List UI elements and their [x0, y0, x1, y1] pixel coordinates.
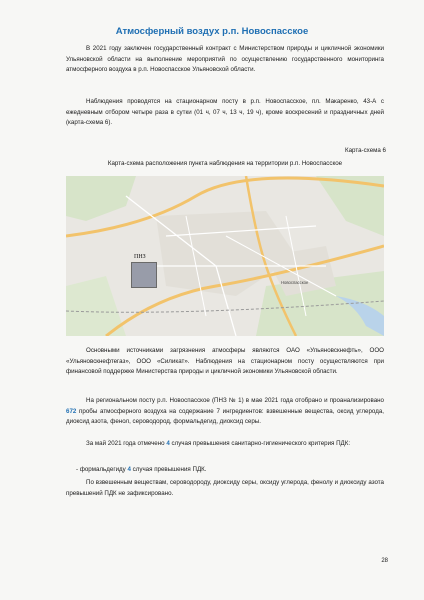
map-graphic: [66, 176, 384, 336]
bullet-formaldehyde-text-end: случая превышения ПДК.: [130, 466, 207, 473]
paragraph-no-exceedances: [66, 478, 384, 499]
paragraph-samples-text-end: пробы атмосферного воздуха на содержание 7 ингредиентов: взвешенные вещества, оксид углерода, диоксид азота, фенол, сероводород, формальдегид, диоксид серы.: [66, 407, 384, 426]
monitoring-post-label: ПНЗ: [134, 254, 146, 260]
paragraph-contract: [66, 44, 384, 76]
paragraph-samples: [66, 396, 384, 428]
paragraph-contract-text: В 2021 году заключен государственный контракт с Министерством природы и цикличной экономики Ульяновской области на выполнение мероприятий по осуществлению государственного мониторинга атмосферного воздуха в р.п. Новоспасское Ульяновской области.: [66, 45, 384, 74]
paragraph-no-exceedances-text: По взвешенным веществам, сероводороду, диоксиду серы, оксиду углерода, фенолу и диоксиду азота превышений ПДК не зафиксировано.: [66, 479, 384, 497]
paragraph-exceedances: [66, 439, 384, 450]
monitoring-post-marker: [131, 262, 157, 288]
map-caption: Карта-схема расположения пункта наблюдения на территории р.п. Новоспасское: [107, 160, 343, 167]
bullet-formaldehyde-text-start: - формальдегиду: [76, 466, 128, 473]
paragraph-sources-text: Основными источниками загрязнения атмосферы являются ОАО «Ульяновскнефть», ООО «Ульяновскнефтегаз», ООО «Силикат». Наблюдения на стационарном посту осуществляются при финансовой поддержке Министерства природы и цикличной экономики Ульяновской области.: [66, 347, 384, 376]
paragraph-samples-text-start: На региональном посту р.п. Новоспасское (ПНЗ № 1) в мае 2021 года отобрано и проанализировано: [86, 397, 384, 404]
paragraph-exceedances-text-start: За май 2021 года отмечено: [86, 440, 167, 447]
paragraph-exceedances-text-end: случая превышения санитарно-гигиенического критерия ПДК:: [169, 440, 351, 447]
page-title: Атмосферный воздух р.п. Новоспасское: [115, 26, 309, 37]
page-number: 28: [381, 558, 388, 564]
samples-count: 672: [66, 407, 77, 415]
map-town-label: Новоспасское: [281, 280, 309, 285]
paragraph-observations: [66, 97, 384, 129]
exceedances-count: 4: [166, 440, 170, 447]
location-map: [66, 176, 384, 336]
paragraph-sources: [66, 346, 384, 378]
paragraph-observations-text: Наблюдения проводятся на стационарном посту в р.п. Новоспасское, пл. Макаренко, 43-А с ежедневным отбором четыре раза в сутки (01 ч, 07 ч, 13 ч, 19 ч), кроме воскресений и праздничных дней (карта-схема 6).: [66, 98, 384, 127]
bullet-formaldehyde: [76, 466, 206, 473]
formaldehyde-count: 4: [127, 466, 131, 473]
map-number-caption: Карта-схема 6: [344, 147, 386, 154]
